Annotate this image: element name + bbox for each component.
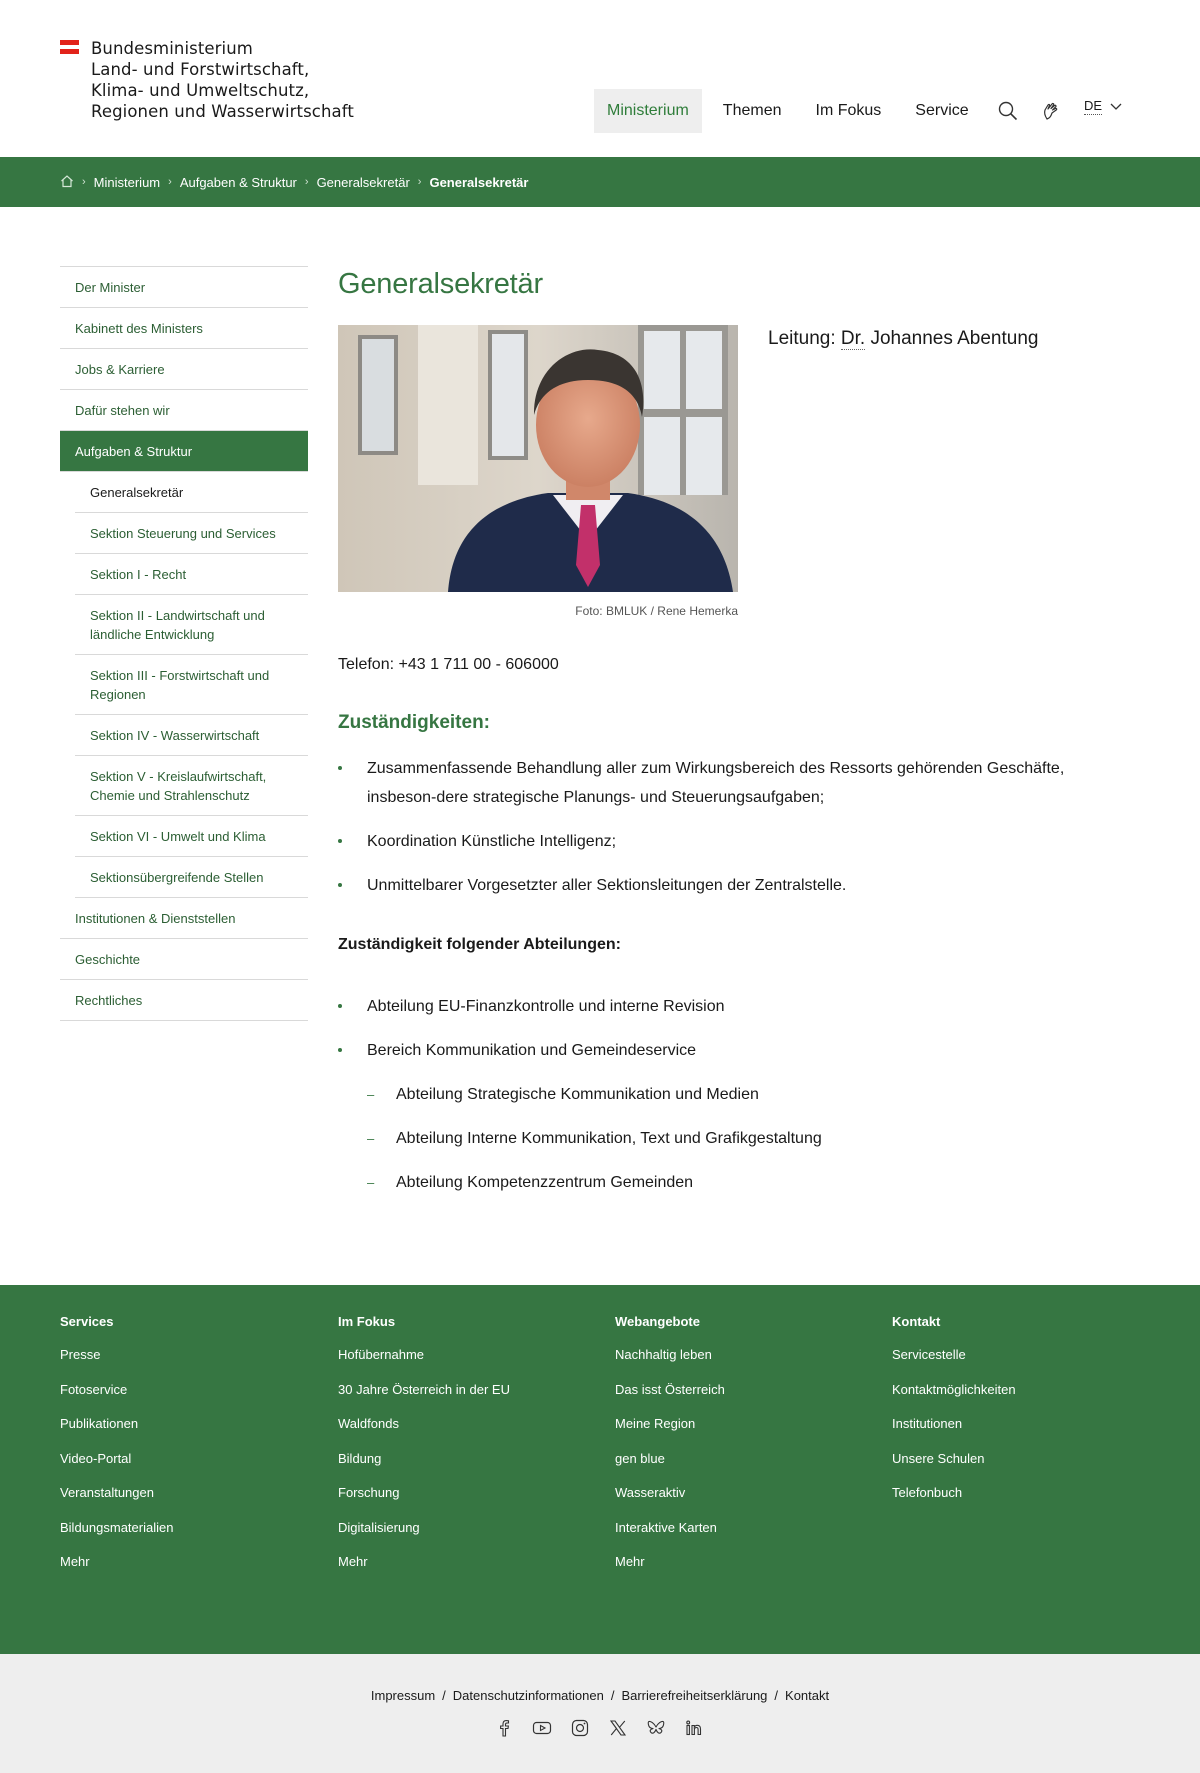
separator: / — [442, 1688, 446, 1703]
logo-line: Klima- und Umweltschutz, — [91, 81, 310, 100]
footer-link[interactable]: Publikationen — [60, 1416, 139, 1431]
chevron-right-icon: › — [82, 176, 86, 188]
footer-link[interactable]: Servicestelle — [892, 1347, 966, 1362]
separator: / — [774, 1688, 779, 1703]
sub-list-item — [338, 1168, 1138, 1197]
breadcrumb-current: Generalsekretär — [429, 174, 529, 190]
footer-link[interactable]: Institutionen — [892, 1416, 963, 1431]
sidebar-item-sektion-1[interactable]: Sektion I - Recht — [75, 554, 308, 595]
footer-link[interactable]: gen blue — [615, 1450, 665, 1466]
language-selector[interactable] — [1084, 98, 1122, 115]
dash-icon: – — [367, 1131, 375, 1146]
footer-column-services — [60, 1313, 300, 1588]
dash-icon: – — [367, 1175, 375, 1190]
leitung-label: Leitung: — [768, 328, 836, 349]
footer-column-title: Webangebote — [615, 1314, 700, 1329]
main-nav — [594, 89, 982, 133]
footer-column-kontakt — [892, 1313, 1132, 1519]
sidebar-item-sektion-3[interactable]: Sektion III - Forstwirtschaft und Regionen — [75, 655, 308, 715]
bluesky-icon[interactable] — [646, 1718, 666, 1738]
breadcrumb — [60, 157, 528, 207]
footer-link[interactable]: Telefonbuch — [892, 1485, 963, 1500]
sidebar-item-der-minister[interactable]: Der Minister — [60, 267, 308, 308]
nav-item-service[interactable]: Service — [915, 102, 969, 119]
sidebar-item-dafuer-stehen-wir[interactable]: Dafür stehen wir — [60, 390, 308, 431]
chevron-right-icon: › — [417, 176, 422, 188]
bullet-icon — [338, 766, 342, 770]
section-sidebar — [60, 266, 308, 1021]
leitung-info — [768, 328, 1038, 350]
footer-link[interactable]: Unsere Schulen — [892, 1450, 985, 1466]
competences-list — [338, 754, 1138, 915]
logo-line: Land- und Forstwirtschaft, — [91, 60, 310, 79]
footer-link[interactable]: 30 Jahre Österreich in der EU — [338, 1381, 510, 1397]
legal-footer — [0, 1654, 1200, 1773]
footer-link[interactable]: Nachhaltig leben — [615, 1347, 712, 1362]
social-links — [494, 1718, 704, 1738]
list-item — [338, 1036, 1138, 1065]
footer-link[interactable]: Bildungsmaterialien — [60, 1519, 174, 1535]
bullet-icon — [338, 1004, 342, 1008]
sign-language-icon[interactable] — [1040, 100, 1062, 122]
sidebar-item-geschichte[interactable]: Geschichte — [60, 939, 308, 980]
bullet-icon — [338, 1048, 342, 1052]
footer-column-title: Kontakt — [892, 1314, 941, 1329]
footer-link[interactable]: Fotoservice — [60, 1381, 128, 1397]
site-footer — [0, 1285, 1200, 1654]
sidebar-item-sektion-5[interactable]: Sektion V - Kreislaufwirtschaft, Chemie und Strahlenschutz — [75, 756, 308, 816]
sidebar-item-sektion-6[interactable]: Sektion VI - Umwelt und Klima — [75, 816, 308, 857]
nav-item-ministerium[interactable]: Ministerium — [594, 89, 702, 133]
footer-link[interactable]: Das isst Österreich — [615, 1381, 725, 1397]
list-item-text: Abteilung EU-Finanzkontrolle und interne Revision — [367, 998, 725, 1015]
footer-link[interactable]: Kontaktmöglichkeiten — [892, 1381, 1016, 1397]
logo-line: Bundesministerium — [91, 39, 253, 58]
photo-caption: Foto: BMLUK / Rene Hemerka — [575, 604, 738, 618]
footer-link[interactable]: Hofübernahme — [338, 1347, 424, 1362]
sidebar-item-kabinett[interactable]: Kabinett des Ministers — [60, 308, 308, 349]
site-header — [0, 0, 1200, 157]
list-item-text: Abteilung Kompetenzzentrum Gemeinden — [396, 1174, 694, 1191]
search-icon[interactable] — [997, 100, 1019, 122]
sidebar-item-generalsekretaer[interactable]: Generalsekretär — [75, 472, 308, 513]
sub-list-item — [338, 1124, 1138, 1153]
sidebar-item-sektion-4[interactable]: Sektion IV - Wasserwirtschaft — [75, 715, 308, 756]
chevron-down-icon — [1110, 99, 1122, 114]
competences-heading: Zuständigkeiten: — [338, 712, 491, 733]
bullet-icon — [338, 883, 342, 887]
chevron-right-icon: › — [304, 176, 309, 188]
chevron-right-icon: › — [168, 176, 172, 188]
footer-link[interactable]: Mehr — [615, 1554, 645, 1569]
austrian-flag-icon — [60, 40, 79, 54]
phone-number: Telefon: +43 1 711 00 - 606000 — [338, 656, 559, 673]
breadcrumb-link[interactable]: Generalsekretär — [316, 174, 410, 190]
logo-text — [91, 38, 354, 122]
main-content — [338, 266, 1138, 1191]
sidebar-item-sektion-steuerung[interactable]: Sektion Steuerung und Services — [75, 513, 308, 554]
list-item-text: Koordination Künstliche Intelligenz; — [367, 833, 617, 850]
home-icon[interactable] — [60, 174, 74, 191]
youtube-icon[interactable] — [532, 1718, 552, 1738]
sidebar-item-sektionsuebergreifend[interactable]: Sektionsübergreifende Stellen — [75, 857, 308, 898]
list-item — [338, 871, 1138, 900]
departments-heading: Zuständigkeit folgender Abteilungen: — [338, 936, 621, 953]
ministry-logo[interactable] — [60, 38, 354, 122]
x-icon[interactable] — [608, 1718, 628, 1738]
footer-link[interactable]: Mehr — [60, 1554, 90, 1569]
dash-icon: – — [367, 1087, 375, 1102]
footer-link[interactable]: Veranstaltungen — [60, 1485, 154, 1500]
footer-column-im-fokus — [338, 1313, 578, 1588]
breadcrumb-link[interactable]: Aufgaben & Struktur — [179, 174, 297, 190]
breadcrumb-link[interactable]: Ministerium — [93, 174, 161, 190]
sidebar-item-sektion-2[interactable]: Sektion II - Landwirtschaft und ländliche Entwicklung — [75, 595, 308, 655]
legal-link-datenschutz[interactable]: Datenschutzinformationen — [452, 1688, 604, 1703]
sub-list-item — [338, 1080, 1138, 1109]
list-item — [338, 992, 1138, 1021]
footer-link[interactable]: Meine Region — [615, 1416, 696, 1431]
footer-link[interactable]: Wasseraktiv — [615, 1485, 686, 1500]
portrait-photo — [338, 325, 738, 592]
nav-item-themen[interactable]: Themen — [722, 102, 782, 119]
list-item-text: Unmittelbarer Vorgesetzter aller Sektionsleitungen der Zentralstelle. — [367, 877, 847, 894]
legal-link-barrierefreiheit[interactable]: Barrierefreiheitserklärung — [621, 1688, 768, 1703]
list-item-text: Bereich Kommunikation und Gemeindeservice — [367, 1042, 697, 1059]
separator: / — [610, 1688, 615, 1703]
page-title: Generalsekretär — [338, 268, 543, 300]
footer-column-title: Im Fokus — [338, 1314, 396, 1329]
breadcrumb-bar — [0, 157, 1200, 207]
footer-column-webangebote — [615, 1313, 855, 1588]
sidebar-item-jobs[interactable]: Jobs & Karriere — [60, 349, 308, 390]
facebook-icon[interactable] — [494, 1718, 514, 1738]
footer-link[interactable]: Interaktive Karten — [615, 1519, 717, 1535]
legal-links — [0, 1688, 1200, 1703]
departments-list — [338, 992, 1138, 1212]
footer-link[interactable]: Waldfonds — [338, 1416, 399, 1431]
footer-link[interactable]: Presse — [60, 1347, 101, 1362]
title-abbreviation: Dr. — [840, 328, 866, 349]
footer-link[interactable]: Video-Portal — [60, 1450, 132, 1466]
instagram-icon[interactable] — [570, 1718, 590, 1738]
list-item-text: Abteilung Strategische Kommunikation und Medien — [396, 1086, 759, 1103]
legal-link-impressum[interactable]: Impressum — [370, 1688, 436, 1703]
language-code: DE — [1084, 98, 1103, 113]
sidebar-item-rechtliches[interactable]: Rechtliches — [60, 980, 308, 1021]
footer-link[interactable]: Mehr — [338, 1554, 368, 1569]
footer-column-title: Services — [60, 1314, 114, 1329]
logo-line: Regionen und Wasserwirtschaft — [91, 102, 354, 121]
sidebar-item-institutionen[interactable]: Institutionen & Dienststellen — [60, 898, 308, 939]
leitung-name: Johannes Abentung — [870, 328, 1039, 349]
list-item-text: Abteilung Interne Kommunikation, Text und Grafikgestaltung — [396, 1130, 822, 1147]
bullet-icon — [338, 839, 342, 843]
footer-link[interactable]: Digitalisierung — [338, 1519, 420, 1535]
linkedin-icon[interactable] — [684, 1718, 704, 1738]
list-item — [338, 827, 1138, 856]
footer-link[interactable]: Forschung — [338, 1485, 400, 1500]
list-item — [338, 754, 1138, 812]
footer-link[interactable]: Bildung — [338, 1450, 382, 1466]
nav-item-im-fokus[interactable]: Im Fokus — [815, 102, 882, 119]
sidebar-item-aufgaben-struktur[interactable]: Aufgaben & Struktur — [60, 431, 308, 472]
legal-link-kontakt[interactable]: Kontakt — [785, 1688, 830, 1703]
list-item-text: Zusammenfassende Behandlung aller zum Wirkungsbereich des Ressorts gehörenden Geschäfte, insbeson-dere strategische Planungs- und Steuerungsaufgaben; — [367, 760, 1065, 806]
